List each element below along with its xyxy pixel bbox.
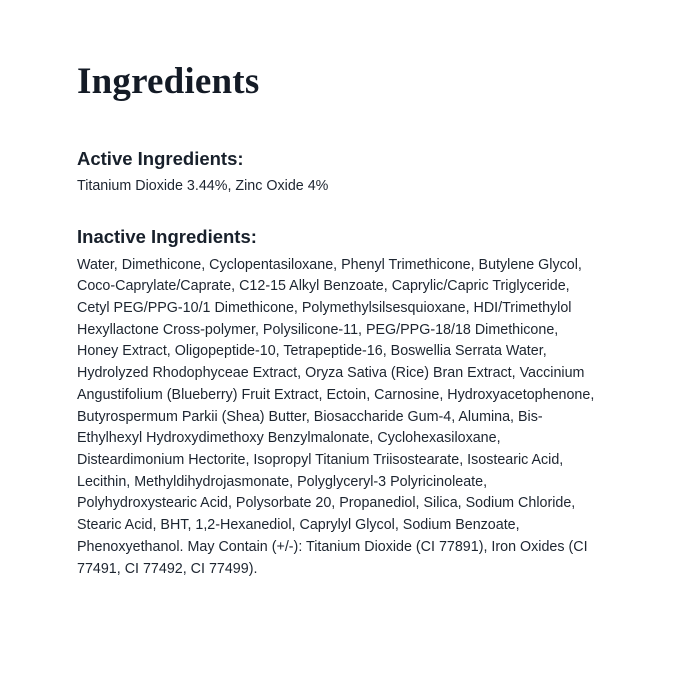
page-title: Ingredients <box>77 61 260 102</box>
inactive-ingredients-section <box>77 225 603 580</box>
inactive-ingredients-list: Water, Dimethicone, Cyclopentasiloxane, Phenyl Trimethicone, Butylene Glycol, Coco-Caprylate/Caprate, C12-15 Alkyl Benzoate, Caprylic/Capric Triglyceride, Cetyl PEG/PPG-10/1 Dimethicone, Polymethylsilsesquioxane, HDI/Trimethylol Hexyllactone Cross-polymer, Polysilicone-11, PEG/PPG-18/18 Dimethicone, Honey Extract, Oligopeptide-10, Tetrapeptide-16, Boswellia Serrata Water, Hydrolyzed Rhodophyceae Extract, Oryza Sativa (Rice) Bran Extract, Vaccinium Angustifolium (Blueberry) Fruit Extract, Ectoin, Carnosine, Hydroxyacetophenone, Butyrospermum Parkii (Shea) Butter, Biosaccharide Gum-4, Alumina, Bis-Ethylhexyl Hydroxydimethoxy Benzylmalonate, Cyclohexasiloxane, Disteardimonium Hectorite, Isopropyl Titanium Triisostearate, Isostearic Acid, Lecithin, Methyldihydrojasmonate, Polyglyceryl-3 Polyricinoleate, Polyhydroxystearic Acid, Polysorbate 20, Propanediol, Silica, Sodium Chloride, Stearic Acid, BHT, 1,2-Hexanediol, Caprylyl Glycol, Sodium Benzoate, Phenoxyethanol. May Contain (+/-): Titanium Dioxide (CI 77891), Iron Oxides (CI 77491, CI 77492, CI 77499). <box>77 256 595 577</box>
active-ingredients-list: Titanium Dioxide 3.44%, Zinc Oxide 4% <box>77 177 329 194</box>
active-ingredients-section <box>77 147 603 198</box>
active-ingredients-heading: Active Ingredients: <box>77 147 244 169</box>
inactive-ingredients-heading: Inactive Ingredients: <box>77 226 257 248</box>
